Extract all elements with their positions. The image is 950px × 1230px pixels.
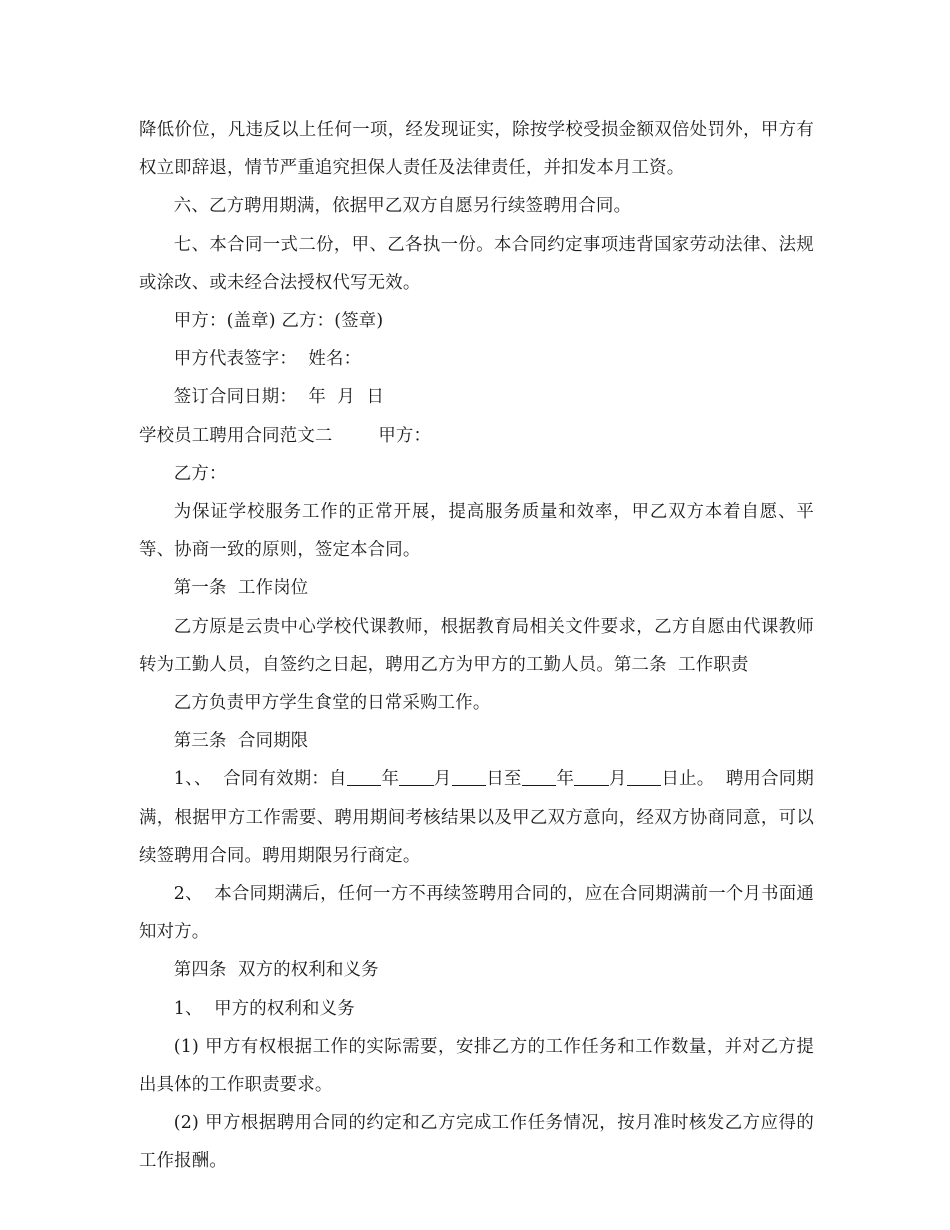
sample-two-heading: 学校员工聘用合同范文二 甲方： bbox=[139, 425, 432, 446]
term-day-end: 日止。 聘用合同期满，根据甲方工作需要、聘用期间考核结果以及甲乙双方意向，经双方协商同意，可以续签聘用合同。聘用期限另行商定。 bbox=[139, 769, 814, 866]
term-day-to: 日至 bbox=[486, 769, 522, 790]
blank-field bbox=[627, 768, 662, 786]
term-month-2: 月 bbox=[608, 769, 627, 790]
article-one-heading: 第一条 工作岗位 bbox=[173, 578, 309, 599]
article-four-heading: 第四条 双方的权利和义务 bbox=[173, 960, 379, 981]
party-a-right-two: (2) 甲方根据聘用合同的约定和乙方完成工作任务情况，按月准时核发乙方应得的工作报酬。 bbox=[139, 1113, 814, 1172]
clause-penalty-continuation: 降低价位，凡违反以上任何一项，经发现证实，除按学校受损金额双倍处罚外，甲方有权立即辞退，情节严重追究担保人责任及法律责任，并扣发本月工资。 bbox=[139, 120, 814, 179]
party-b-line: 乙方： bbox=[173, 463, 227, 484]
party-a-rights-heading: 1、 甲方的权利和义务 bbox=[173, 998, 355, 1019]
article-two-body: 乙方负责甲方学生食堂的日常采购工作。 bbox=[173, 693, 491, 714]
blank-field bbox=[452, 768, 487, 786]
contract-expiry-notice: 2、 本合同期满后，任何一方不再续签聘用合同的，应在合同期满前一个月书面通知对方。 bbox=[139, 884, 814, 943]
preamble-paragraph: 为保证学校服务工作的正常开展，提高服务质量和效率，甲乙双方本着自愿、平等、协商一致的原则，签定本合同。 bbox=[139, 502, 814, 561]
party-a-right-one: (1) 甲方有权根据工作的实际需要，安排乙方的工作任务和工作数量，并对乙方提出具体的工作职责要求。 bbox=[139, 1036, 814, 1096]
term-year-2: 年 bbox=[556, 769, 575, 790]
contract-term-clause bbox=[139, 760, 814, 875]
blank-field bbox=[399, 768, 434, 786]
article-one-body: 乙方原是云贵中心学校代课教师，根据教育局相关文件要求，乙方自愿由代课教师转为工勤人员，自签约之日起，聘用乙方为甲方的工勤人员。第二条 工作职责 bbox=[139, 616, 814, 675]
term-year-1: 年 bbox=[381, 769, 400, 790]
term-prefix: 1、、 合同有效期：自 bbox=[173, 769, 347, 790]
blank-field bbox=[574, 768, 609, 786]
blank-field bbox=[347, 768, 382, 786]
term-month-1: 月 bbox=[433, 769, 452, 790]
signature-parties-line: 甲方：(盖章) 乙方：(签章) bbox=[173, 311, 384, 332]
article-three-heading: 第三条 合同期限 bbox=[173, 731, 309, 752]
clause-seven: 七、本合同一式二份，甲、乙各执一份。本合同约定事项违背国家劳动法律、法规或涂改、或未经合法授权代写无效。 bbox=[139, 234, 814, 293]
clause-six: 六、乙方聘用期满，依据甲乙双方自愿另行续签聘用合同。 bbox=[173, 196, 632, 217]
blank-field bbox=[522, 768, 557, 786]
signing-date-line: 签订合同日期： 年 月 日 bbox=[173, 387, 385, 408]
document-body bbox=[139, 111, 814, 1181]
representative-signature-line: 甲方代表签字： 姓名： bbox=[173, 349, 362, 370]
